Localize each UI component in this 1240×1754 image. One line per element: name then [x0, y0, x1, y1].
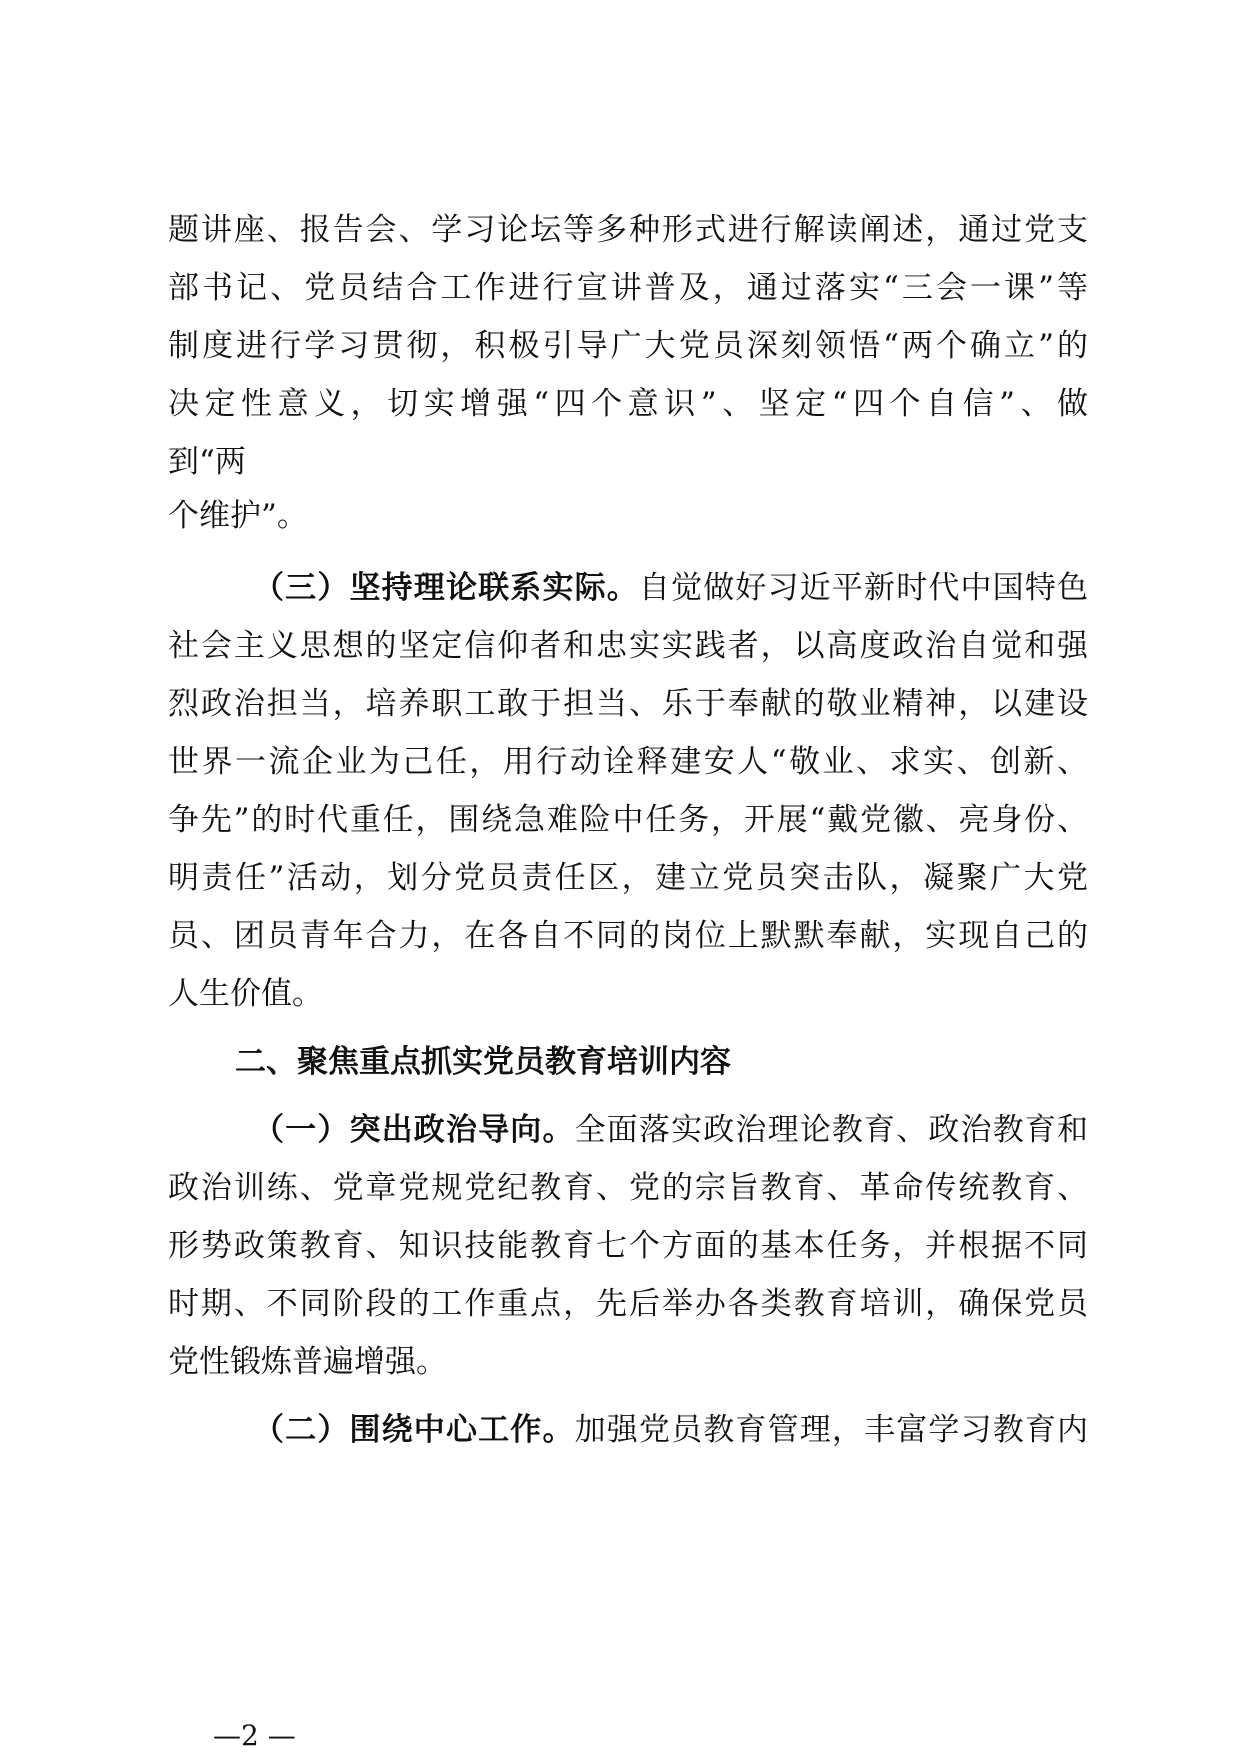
page-number: —2 — [213, 1719, 296, 1752]
subsection-heading: （二）围绕中心工作。 [253, 1412, 575, 1448]
body-text-line: 时期、不同阶段的工作重点，先后举办各类教育培训，确保党员 [168, 1286, 1088, 1322]
body-text-line: 明责任”活动，划分党员责任区，建立党员突击队，凝聚广大党 [168, 860, 1088, 896]
section-heading: 二、聚焦重点抓实党员教育培训内容 [235, 1044, 731, 1080]
body-text-line: 烈政治担当，培养职工敢于担当、乐于奉献的敬业精神，以建设 [168, 686, 1088, 722]
body-text-line: 题讲座、报告会、学习论坛等多种形式进行解读阐述，通过党支 [168, 212, 1088, 248]
body-text-line: 人生价值。 [168, 976, 323, 1012]
body-text: 自觉做好习近平新时代中国特色 [638, 570, 1089, 606]
body-text-line: 党性锻炼普遍增强。 [168, 1344, 447, 1380]
subsection-heading: （一）突出政治导向。 [253, 1112, 575, 1148]
subsection-heading: （三）坚持理论联系实际。 [253, 570, 639, 606]
body-text-line: 到“两 [168, 444, 246, 480]
body-text-line: 部书记、党员结合工作进行宣讲普及，通过落实“三会一课”等 [168, 270, 1088, 306]
body-text-line: 制度进行学习贯彻，积极引导广大党员深刻领悟“两个确立”的 [168, 328, 1088, 364]
body-text-line: 个维护”。 [168, 498, 308, 534]
body-text-line: 社会主义思想的坚定信仰者和忠实实践者，以高度政治自觉和强 [168, 628, 1088, 664]
body-text-line [168, 1400, 1088, 1460]
body-text: 全面落实政治理论教育、政治教育和 [574, 1112, 1089, 1148]
body-text-line: 决定性意义，切实增强“四个意识”、坚定“四个自信”、做 [168, 386, 1088, 422]
body-text-line: 争先”的时代重任，围绕急难险中任务，开展“戴党徽、亮身份、 [168, 802, 1088, 838]
body-text: 加强党员教育管理，丰富学习教育内 [574, 1412, 1089, 1448]
body-text-line: 员、团员青年合力，在各自不同的岗位上默默奉献，实现自己的 [168, 918, 1088, 954]
body-text-line [168, 558, 1088, 618]
body-text-line: 形势政策教育、知识技能教育七个方面的基本任务，并根据不同 [168, 1228, 1088, 1264]
body-text-line [168, 1100, 1088, 1160]
body-text-line: 政治训练、党章党规党纪教育、党的宗旨教育、革命传统教育、 [168, 1170, 1088, 1206]
body-text-line: 世界一流企业为己任，用行动诠释建安人“敬业、求实、创新、 [168, 744, 1088, 780]
